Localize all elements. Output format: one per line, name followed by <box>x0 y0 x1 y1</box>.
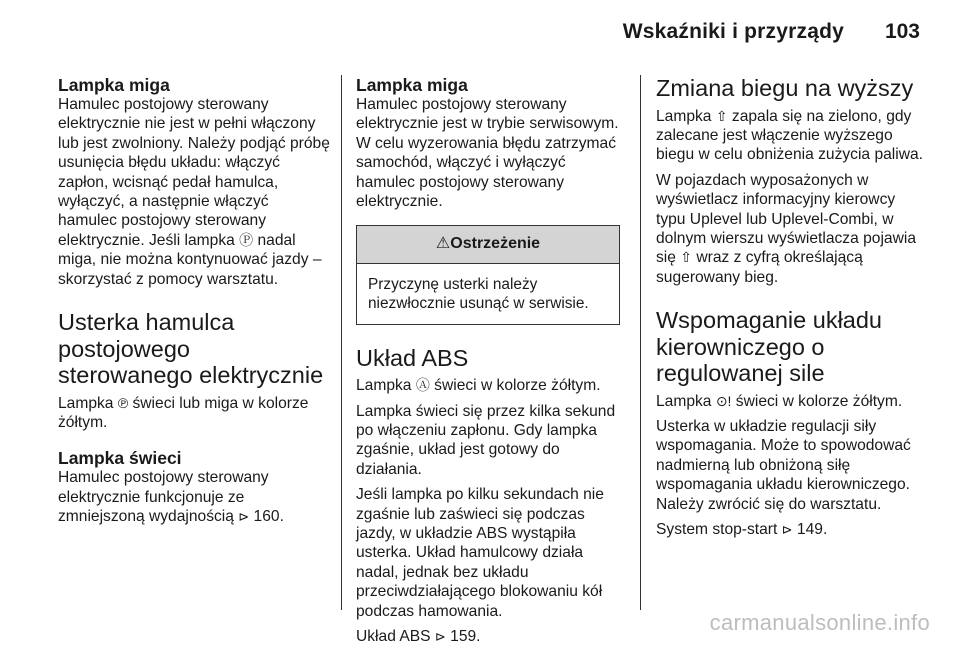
column-divider <box>640 75 641 610</box>
heading-epb-fault: Usterka hamulca postojowego sterowanego elektrycznie <box>58 309 324 389</box>
warning-title: Ostrzeżenie <box>450 235 541 253</box>
page-ref-icon: ⊳ <box>238 509 250 525</box>
watermark: carmanualsonline.info <box>709 610 930 635</box>
paragraph-service-mode: Hamulec postojowy sterowany elektrycznie jest w trybie serwisowym. W celu wyzerowania błędu zatrzymać samochód, włączyć i wyłączyć hamulec postojowy sterowany elektrycznie. <box>356 96 619 211</box>
page-ref-icon: ⊳ <box>434 629 446 645</box>
paragraph-steering-fault: Usterka w układzie regulacji siły wspomagania. Może to spowodować nadmierną lub obniżoną siłę wspomagania układu kierowniczego. Należy zwrócić się do warsztatu. <box>656 418 911 513</box>
paragraph-epb-flashing: Hamulec postojowy sterowany elektrycznie nie jest w pełni włączony lub jest zwolniony. Należy podjąć próbę usunięcia błędu układu: włączyć zapłon, wcisnąć pedał hamulca, wyłączyć, a następnie włączyć hamulec postojowy sterowany elektrycznie. Jeśli lampka Ⓟ nadal miga, nie można kontynuować jazdy – skorzystać z pomocy warsztatu. <box>58 96 330 288</box>
page-ref-link[interactable]: 159. <box>450 628 481 646</box>
heading-upshift: Zmiana biegu na wyższy <box>656 75 914 101</box>
column-left <box>58 75 330 606</box>
subheading-lamp-flashing-service: Lampka miga <box>356 75 468 95</box>
page-ref-link[interactable]: 160. <box>253 508 284 526</box>
page-ref-link[interactable]: 149. <box>796 521 828 539</box>
column-middle <box>356 75 628 646</box>
steering-fault-icon: ⊙! <box>715 392 732 409</box>
paragraph-steering-lamp: Lampka ⊙! świeci w kolorze żółtym. <box>656 392 903 410</box>
upshift-icon: ⇧ <box>715 107 728 124</box>
paragraph-upshift-display: W pojazdach wyposażonych w wyświetlacz informacyjny kierowcy typu Uplevel lub Uplevel-Combi, w dolnym wierszu wyświetlacza pojawia się ⇧ wraz z cyfrą określającą sugerowany bieg. <box>656 171 916 286</box>
page-number: 103 <box>884 20 920 43</box>
brake-fault-icon: ℗ <box>117 394 129 411</box>
abs-icon: Ⓐ <box>415 377 430 394</box>
paragraph-abs-startup: Lampka świeci się przez kilka sekund po włączeniu zapłonu. Gdy lampka zgaśnie, układ jest gotowy do działania. <box>356 402 616 478</box>
column-right <box>656 75 926 606</box>
page-header <box>0 0 960 58</box>
parking-brake-icon: Ⓟ <box>239 231 254 248</box>
warning-text: Przyczynę usterki należy niezwłocznie usunąć w serwisie. <box>368 275 589 313</box>
paragraph-stop-start-ref: System stop-start ⊳ 149. <box>656 521 828 539</box>
page-ref-icon: ⊳ <box>781 522 793 538</box>
paragraph-abs-ref: Układ ABS ⊳ 159. <box>356 628 481 646</box>
paragraph-abs-lamp: Lampka Ⓐ świeci w kolorze żółtym. <box>356 377 601 395</box>
paragraph-abs-fault: Jeśli lampka po kilku sekundach nie zgaśnie lub zaświeci się podczas jazdy, w układzie ABS wystąpiła usterka. Układ hamulcowy działa nadal, jednak bez układu przeciwdziałającego blokowaniu kół podczas hamowania. <box>356 486 604 620</box>
paragraph-upshift-lamp: Lampka ⇧ zapala się na zielono, gdy zalecane jest włączenie wyższego biegu w celu obniżenia zużycia paliwa. <box>656 107 923 164</box>
paragraph-epb-reduced: Hamulec postojowy sterowany elektrycznie funkcjonuje ze zmniejszoną wydajnością ⊳ 160. <box>58 469 284 526</box>
subheading-lamp-flashing: Lampka miga <box>58 75 170 95</box>
warning-icon: ⚠ <box>435 235 451 253</box>
heading-steering-assist: Wspomaganie układu kierowniczego o regulowanej sile <box>656 307 882 387</box>
warning-header <box>357 226 619 263</box>
upshift-icon: ⇧ <box>680 249 693 266</box>
subheading-lamp-on: Lampka świeci <box>58 448 182 469</box>
section-title: Wskaźniki i przyrządy <box>622 20 844 43</box>
column-divider <box>341 75 342 610</box>
heading-abs: Układ ABS <box>356 344 469 371</box>
paragraph-epb-fault: Lampka ℗ świeci lub miga w kolorze żółtym. <box>58 394 309 431</box>
warning-box <box>356 225 620 324</box>
